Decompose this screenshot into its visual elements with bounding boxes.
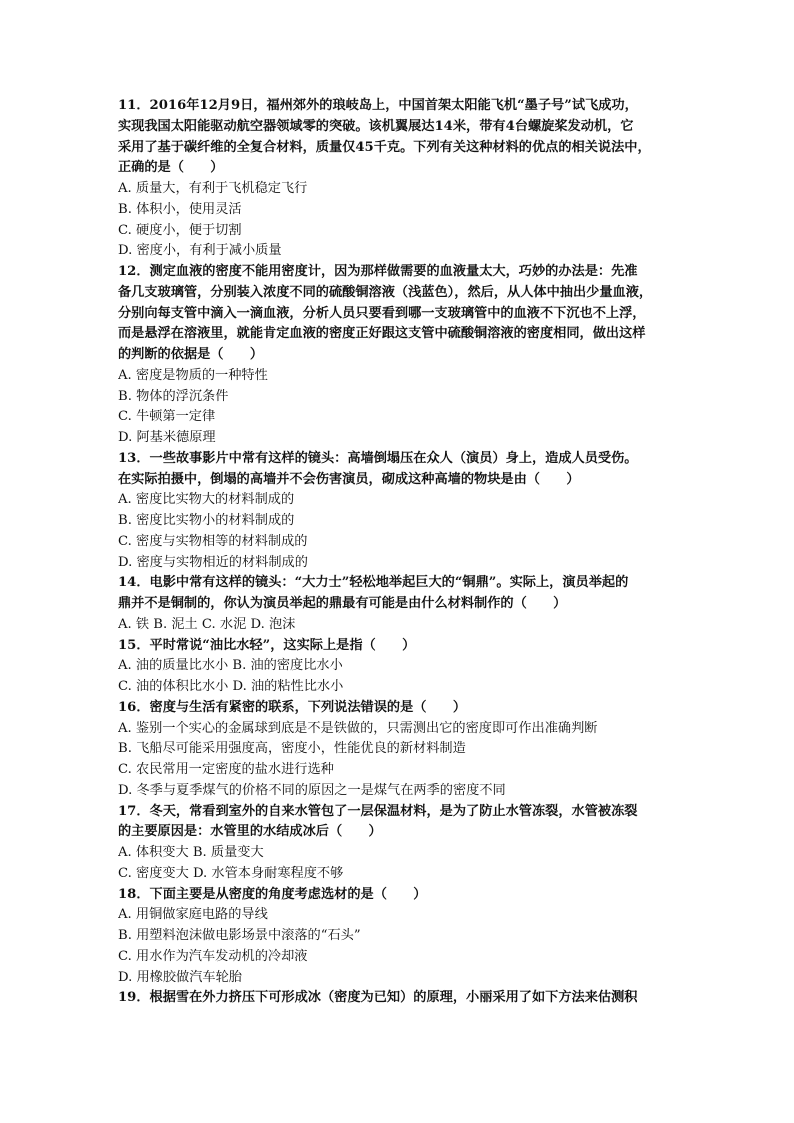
answer-option: B. 密度比实物小的材料制成的	[118, 513, 295, 528]
answer-option: C. 油的体积比水小 D. 油的粘性比水小	[118, 679, 344, 694]
question-stem-line: 而是悬浮在溶液里，就能肯定血液的密度正好跟这支管中硫酸铜溶液的密度相同，做出这样	[118, 326, 646, 342]
answer-option: C. 密度与实物相等的材料制成的	[118, 533, 308, 549]
answer-option: A. 铁 B. 泥土 C. 水泥 D. 泡沫	[118, 616, 296, 632]
answer-option: C. 硬度小，便于切割	[118, 222, 242, 238]
question-stem-line: 采用了基于碳纤维的全复合材料，质量仅45千克。下列有关这种材料的优点的相关说法中，	[118, 139, 651, 155]
question-stem-line: 14．电影中常有这样的镜头：“大力士”轻松地举起巨大的“铜鼎”。实际上，演员举起的	[118, 575, 629, 591]
answer-option: B. 用塑料泡沫做电影场景中滚落的“石头”	[118, 928, 361, 943]
answer-option: C. 用水作为汽车发动机的冷却液	[118, 948, 308, 964]
answer-option: B. 体积小，使用灵活	[118, 201, 242, 217]
question-stem-line: 正确的是（ ）	[118, 160, 224, 176]
question-stem-line: 17．冬天，常看到室外的自来水管包了一层保温材料，是为了防止水管冻裂，水管被冻裂	[118, 803, 638, 819]
answer-option: A. 体积变大 B. 质量变大	[118, 845, 264, 860]
answer-option: D. 密度小，有利于减小质量	[118, 243, 282, 259]
answer-option: C. 牛顿第一定律	[118, 409, 216, 425]
question-stem-line: 12．测定血液的密度不能用密度计，因为那样做需要的血液量太大，巧妙的办法是：先准	[118, 264, 638, 279]
question-stem-line: 的判断的依据是（ ）	[118, 347, 264, 362]
answer-option: A. 鉴别一个实心的金属球到底是不是铁做的，只需测出它的密度即可作出准确判断	[118, 720, 598, 736]
answer-option: A. 油的质量比水小 B. 油的密度比水小	[118, 658, 343, 674]
answer-option: D. 密度与实物相近的材料制成的	[118, 554, 308, 570]
answer-option: D. 用橡胶做汽车轮胎	[118, 969, 242, 985]
question-stem-line: 13．一些故事影片中常有这样的镜头：高墙倒塌压在众人（演员）身上，造成人员受伤。	[118, 450, 638, 466]
question-stem-line: 鼎并不是铜制的，你认为演员举起的鼎最有可能是由什么材料制作的（ ）	[118, 596, 567, 611]
answer-option: C. 农民常用一定密度的盐水进行选种	[118, 762, 334, 777]
question-stem-line: 11．2016年12月9日，福州郊外的琅岐岛上，中国首架太阳能飞机“墨子号”试飞成功，	[118, 98, 638, 113]
question-stem-line: 分别向每支管中滴入一滴血液，分析人员只要看到哪一支玻璃管中的血液不下沉也不上浮，	[118, 305, 646, 321]
answer-option: D. 冬季与夏季煤气的价格不同的原因之一是煤气在两季的密度不同	[118, 782, 506, 798]
answer-option: A. 密度比实物大的材料制成的	[118, 492, 295, 508]
question-stem-line: 的主要原因是：水管里的水结成冰后（ ）	[118, 824, 382, 840]
answer-option: A. 密度是物质的一种特性	[118, 367, 268, 383]
answer-option: C. 密度变大 D. 水管本身耐寒程度不够	[118, 865, 344, 881]
question-stem-line: 备几支玻璃管，分别装入浓度不同的硫酸铜溶液（浅蓝色），然后，从人体中抽出少量血液，	[118, 284, 653, 300]
answer-option: A. 用铜做家庭电路的导线	[118, 907, 268, 923]
question-stem-line: 19．根据雪在外力挤压下可形成冰（密度为已知）的原理，小丽采用了如下方法来估测积	[118, 990, 638, 1006]
answer-option: B. 物体的浮沉条件	[118, 388, 229, 404]
answer-option: A. 质量大，有利于飞机稳定飞行	[118, 181, 308, 196]
answer-option: B. 飞船尽可能采用强度高，密度小，性能优良的新材料制造	[118, 741, 466, 757]
answer-option: D. 阿基米德原理	[118, 430, 216, 445]
question-stem-line: 15．平时常说“油比水轻”，这实际上是指（ ）	[118, 637, 416, 653]
question-stem-line: 18．下面主要是从密度的角度考虑选材的是（ ）	[118, 886, 427, 902]
question-stem-line: 16．密度与生活有紧密的联系，下列说法错误的是（ ）	[118, 699, 467, 715]
question-stem-line: 在实际拍摄中，倒塌的高墙并不会伤害演员，砌成这种高墙的物块是由（ ）	[118, 471, 580, 487]
question-stem-line: 实现我国太阳能驱动航空器领域零的突破。该机翼展达14米，带有4台螺旋桨发动机，它	[118, 118, 634, 134]
exam-page	[118, 96, 678, 1009]
